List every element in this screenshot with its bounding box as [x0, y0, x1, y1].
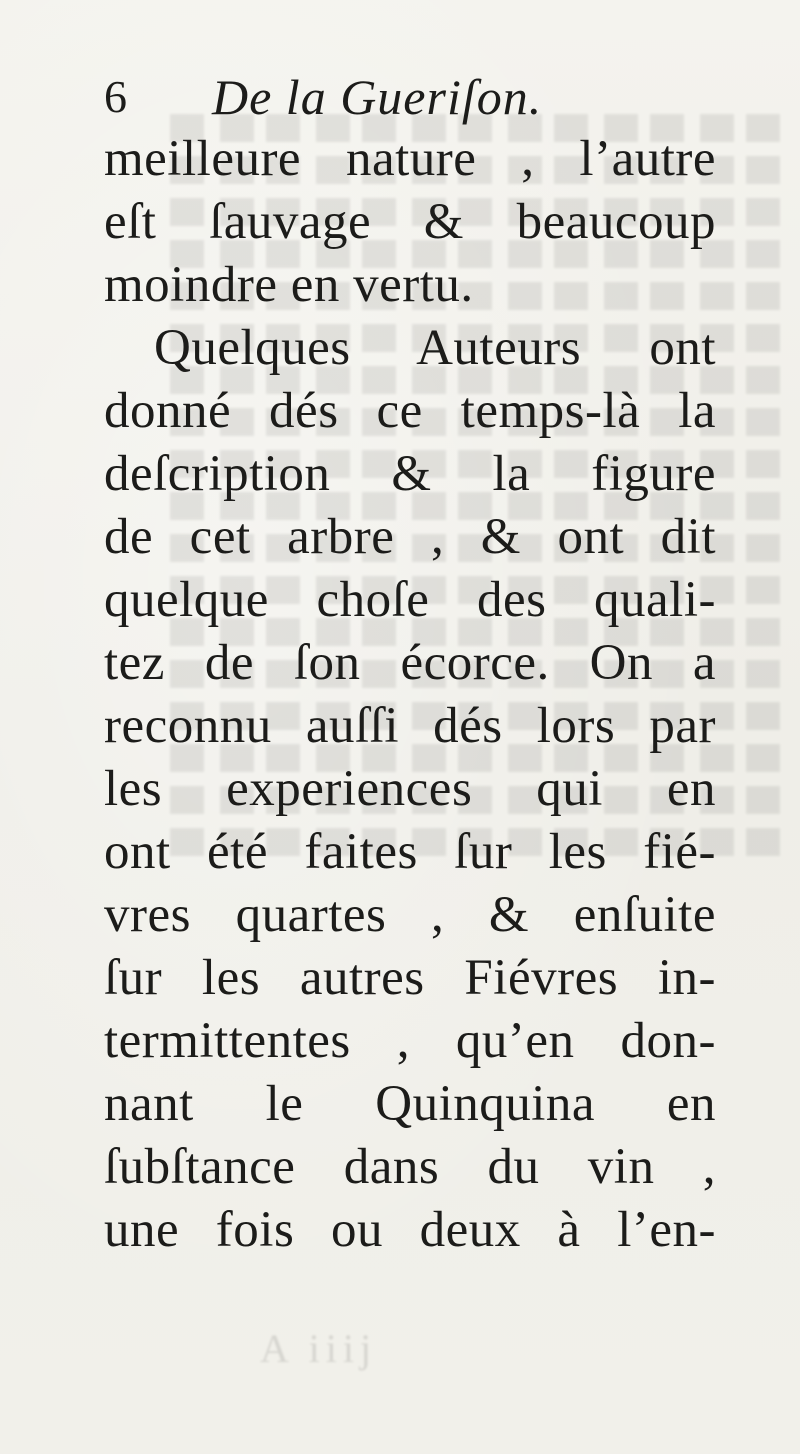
- faint-signature-mark: A iiij: [260, 1326, 378, 1371]
- text-line: termittentes , qu’en don-: [104, 1013, 716, 1069]
- text-line: ſur les autres Fiévres in-: [104, 950, 716, 1006]
- text-line: tez de ſon écorce. On a: [104, 635, 716, 691]
- text-line: vres quartes , & enſuite: [104, 887, 716, 943]
- text-line: meilleure nature , l’autre: [104, 131, 716, 187]
- text-line: de cet arbre , & ont dit: [104, 509, 716, 565]
- text-line: donné dés ce temps-là la: [104, 383, 716, 439]
- text-line: deſcription & la figure: [104, 446, 716, 502]
- text-line: quelque choſe des quali-: [104, 572, 716, 628]
- text-line: moindre en vertu.: [104, 257, 474, 313]
- text-line: ſubſtance dans du vin ,: [104, 1139, 716, 1195]
- text-line: eſt ſauvage & beaucoup: [104, 194, 716, 250]
- page-number: 6: [104, 71, 127, 122]
- text-line: les experiences qui en: [104, 761, 716, 817]
- page-header: [104, 62, 704, 132]
- paragraph-start-line: Quelques Auteurs ont: [154, 320, 716, 376]
- text-line: une fois ou deux à l’en-: [104, 1202, 716, 1258]
- body-text: [104, 128, 716, 1262]
- text-line: ont été faites ſur les fié-: [104, 824, 716, 880]
- text-line: reconnu auſſi dés lors par: [104, 698, 716, 754]
- text-line: nant le Quinquina en: [104, 1076, 716, 1132]
- running-title: De la Gueriſon.: [212, 69, 543, 125]
